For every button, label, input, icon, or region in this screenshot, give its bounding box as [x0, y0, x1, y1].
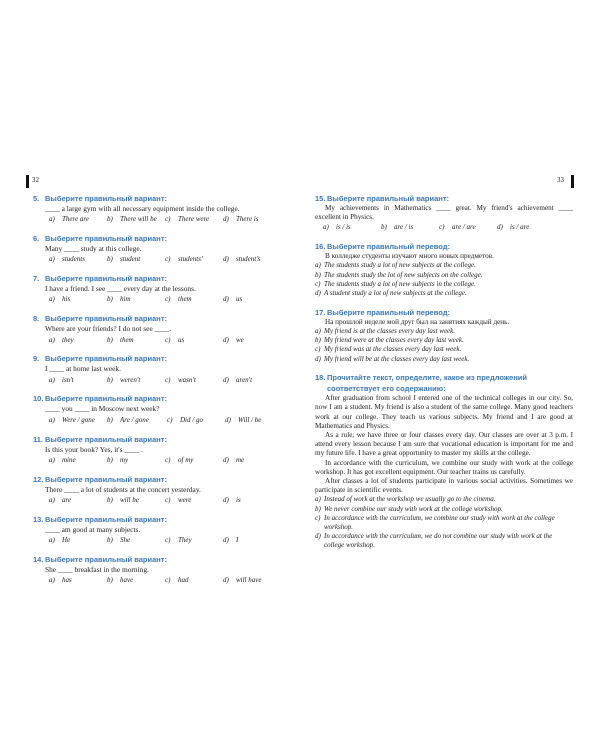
- option-text: are / are: [452, 223, 476, 232]
- option-item: [49, 575, 107, 585]
- option-text: us: [178, 335, 185, 344]
- option-text: of my: [178, 455, 194, 464]
- option-key: b): [107, 495, 113, 504]
- right-column: [315, 193, 573, 559]
- task-number: 14.: [33, 554, 44, 564]
- option-text: will have: [236, 576, 262, 585]
- task-question: My achievements in Mathematics ____ great. My friend's achievement ____ excellent in Physics.: [315, 204, 573, 222]
- task-title: Выберите правильный вариант:: [45, 194, 167, 203]
- option-key: b): [107, 415, 113, 424]
- task-title: Выберите правильный вариант:: [45, 314, 167, 324]
- option-text: Instead of work at the workshop we usually go to the cinema.: [324, 495, 496, 504]
- option-item: [49, 294, 107, 304]
- option-text: we: [236, 335, 244, 344]
- option-item: [165, 294, 223, 304]
- task-heading: [315, 307, 573, 318]
- option-key: c): [315, 345, 321, 354]
- option-key: a): [315, 326, 321, 335]
- option-item: [107, 535, 165, 545]
- option-key: d): [223, 375, 229, 384]
- task-title: Выберите правильный вариант:: [45, 474, 167, 484]
- task-8: [33, 313, 291, 345]
- option-key: a): [323, 223, 329, 232]
- task-number: 5.: [33, 194, 40, 203]
- option-text: weren't: [120, 375, 141, 384]
- option-text: There are: [62, 215, 89, 224]
- option-text: They: [178, 536, 192, 545]
- task-title: Выберите правильный вариант:: [45, 434, 167, 444]
- task-heading: [33, 514, 291, 525]
- option-key: b): [107, 255, 113, 264]
- option-item: [107, 575, 165, 585]
- task-heading: [33, 393, 291, 404]
- option-item: [223, 294, 283, 304]
- option-key: d): [223, 255, 229, 264]
- text-paragraph: In accordance with the curriculum, we combine our study with work at the college workshop. It has got excellent equipment. Our teacher trains us carefully.: [315, 458, 573, 476]
- task-heading: [33, 474, 291, 485]
- option-text: my: [120, 455, 129, 464]
- task-question: ____ am good at many subjects.: [45, 524, 141, 534]
- option-item: [165, 575, 223, 585]
- task-options: [45, 214, 291, 224]
- option-item: [165, 455, 223, 465]
- option-text: his: [62, 295, 71, 304]
- task-heading: [33, 434, 291, 445]
- option-key: a): [49, 375, 55, 384]
- option-key: b): [107, 295, 113, 304]
- option-text: had: [178, 576, 189, 585]
- option-item: [107, 495, 165, 505]
- task-options: [45, 254, 291, 264]
- text-paragraph: After graduation from school I entered one of the technical colleges in our city. So, now I am a student. My friend is also a student of the same college. Many good teachers work at our college. They teach us various subjects. My friend and I are good at Mathematics and Physics.: [315, 394, 573, 430]
- option-key: d): [225, 415, 231, 424]
- option-text: She: [120, 536, 131, 545]
- option-text: There were: [178, 215, 210, 224]
- option-key: a): [49, 215, 55, 224]
- option-item: [107, 335, 165, 345]
- option-key: c): [167, 415, 173, 424]
- task-11: [33, 434, 291, 466]
- option-key: d): [223, 335, 229, 344]
- option-item: [315, 327, 573, 336]
- task-options: [45, 375, 291, 385]
- task-title: Выберите правильный перевод:: [327, 242, 450, 252]
- option-key: d): [223, 495, 229, 504]
- task-9: [33, 353, 291, 385]
- option-item: [107, 375, 165, 385]
- option-item: [107, 415, 167, 425]
- task-number: 17.: [315, 307, 326, 317]
- option-item: [315, 271, 573, 280]
- option-item: [107, 254, 165, 264]
- task-number: 12.: [33, 474, 44, 484]
- task-title: Прочитайте текст, определите, какое из предложений соответствует его содержанию:: [327, 373, 528, 394]
- task-heading: [33, 233, 291, 244]
- text-paragraph: As a rule, we have three or four classes every day. Our classes are over at 3 p.m. I attend every lesson because I am sure that vocational education is important for me and my future life. I have a great opportunity to master my skills at the college.: [315, 431, 573, 458]
- option-text: The students study the lot of new subjects on the college.: [324, 270, 483, 279]
- option-text: are / is: [394, 223, 414, 232]
- task-12: [33, 474, 291, 506]
- task-15: [315, 193, 573, 233]
- task-question: ____ a large gym with all necessary equipment inside the college.: [45, 204, 240, 213]
- text-paragraph: After classes a lot of students participate in various social activities. Sometimes we participate in scientific events.: [315, 477, 573, 495]
- task-16: [315, 241, 573, 298]
- task-question: Many ____ study at this college.: [45, 244, 142, 254]
- option-item: [223, 335, 283, 345]
- option-key: d): [223, 536, 229, 545]
- option-text: us: [236, 295, 243, 304]
- task-17: [315, 307, 573, 364]
- option-key: b): [107, 455, 113, 464]
- task-title: Выберите правильный вариант:: [45, 354, 167, 364]
- task-question: ____ you ____ in Moscow next week?: [45, 404, 160, 414]
- task-title: Выберите правильный вариант:: [45, 394, 167, 404]
- option-key: c): [165, 255, 171, 264]
- option-key: c): [165, 495, 171, 504]
- option-key: b): [107, 576, 113, 585]
- task-question: Where are your friends? I do not see ____.: [45, 324, 172, 334]
- task-number: 13.: [33, 514, 44, 524]
- option-item: [223, 495, 283, 505]
- option-text: Are / gone: [120, 415, 149, 424]
- option-text: My friend is at the classes every day last week.: [324, 326, 456, 335]
- option-item: [223, 535, 283, 545]
- option-item: [107, 294, 165, 304]
- option-item: [315, 514, 573, 532]
- option-item: [49, 214, 107, 224]
- task-question: I ____ at home last week.: [45, 364, 121, 374]
- option-text: My friend will be at the classes every day last week.: [324, 354, 470, 363]
- option-item: [49, 335, 107, 345]
- option-text: student’s: [236, 255, 261, 264]
- option-key: a): [49, 576, 55, 585]
- option-text: is: [236, 495, 241, 504]
- task-heading: [33, 273, 291, 284]
- option-key: d): [315, 532, 321, 541]
- option-key: b): [107, 335, 113, 344]
- option-text: In accordance with the curriculum, we combine our study with work at the college workshop.: [324, 513, 555, 532]
- option-text: Did / go: [180, 415, 203, 424]
- option-key: c): [165, 215, 171, 224]
- task-question: There ____ a lot of students at the concert yesterday.: [45, 484, 201, 494]
- option-item: [49, 375, 107, 385]
- option-text: We never combine our study with work at the college workshop.: [324, 504, 503, 513]
- task-18: [315, 372, 573, 550]
- option-key: c): [165, 295, 171, 304]
- option-key: a): [49, 495, 55, 504]
- option-item: [165, 375, 223, 385]
- option-text: My friend was at the classes every day last week.: [324, 345, 462, 354]
- task-heading: [315, 241, 573, 252]
- option-text: Will / be: [238, 415, 262, 424]
- option-item: [223, 455, 283, 465]
- task-5: [33, 193, 291, 225]
- option-key: d): [223, 455, 229, 464]
- option-text: has: [62, 576, 72, 585]
- right-page-marker: [571, 175, 574, 188]
- option-text: students’: [178, 255, 204, 264]
- option-item: [223, 375, 283, 385]
- option-key: c): [165, 375, 171, 384]
- option-text: were: [178, 495, 192, 504]
- option-text: There is: [236, 215, 259, 224]
- left-page-number: 32: [32, 176, 39, 184]
- option-key: a): [49, 335, 55, 344]
- option-key: d): [315, 289, 321, 298]
- task-question: На прошлой неделе мой друг был на занятиях каждый день.: [325, 317, 510, 326]
- option-item: [315, 505, 573, 514]
- option-text: students: [62, 255, 85, 264]
- option-key: d): [315, 354, 321, 363]
- option-text: they: [62, 335, 74, 344]
- option-text: is / is: [336, 223, 351, 232]
- option-item: [49, 415, 107, 425]
- option-item: [167, 415, 225, 425]
- task-title: Выберите правильный вариант:: [45, 234, 167, 244]
- task-number: 6.: [33, 234, 40, 244]
- option-key: c): [165, 335, 171, 344]
- option-text: My friend were at the classes every day last week.: [324, 336, 464, 345]
- option-item: [107, 455, 165, 465]
- option-item: [223, 214, 283, 224]
- option-item: [223, 575, 283, 585]
- option-key: d): [497, 223, 503, 232]
- task-options: [45, 415, 291, 425]
- option-key: b): [315, 270, 321, 279]
- option-text: wasn't: [178, 375, 196, 384]
- option-text: I: [236, 536, 239, 545]
- task-question: Is this your book? Yes, it's ____ .: [45, 444, 143, 454]
- option-item: [315, 355, 573, 364]
- task-heading: [33, 554, 291, 565]
- option-key: a): [49, 455, 55, 464]
- task-question: I have a friend. I see ____ every day at the lessons.: [45, 284, 196, 294]
- option-item: [165, 335, 223, 345]
- option-text: The students study a lot of new subjects in the college.: [324, 279, 476, 288]
- task-title: Выберите правильный вариант:: [45, 554, 167, 564]
- option-text: him: [120, 295, 131, 304]
- option-key: b): [107, 375, 113, 384]
- option-key: a): [49, 536, 55, 545]
- task-14: [33, 554, 291, 586]
- option-key: d): [223, 576, 229, 585]
- option-text: me: [236, 455, 245, 464]
- option-text: will be: [120, 495, 139, 504]
- option-item: [225, 415, 285, 425]
- option-key: a): [315, 495, 321, 504]
- option-item: [315, 532, 573, 550]
- option-item: [165, 214, 223, 224]
- option-text: Were / gone: [62, 415, 95, 424]
- option-key: d): [223, 215, 229, 224]
- option-item: [315, 336, 573, 345]
- option-item: [165, 254, 223, 264]
- task-options: [45, 294, 291, 304]
- left-page-marker: [26, 175, 29, 188]
- option-item: [49, 254, 107, 264]
- option-key: a): [49, 295, 55, 304]
- option-text: is / are: [510, 223, 530, 232]
- task-number: 18.: [315, 373, 326, 383]
- task-13: [33, 514, 291, 546]
- task-7: [33, 273, 291, 305]
- task-heading: [315, 193, 573, 204]
- option-text: have: [120, 576, 134, 585]
- task-number: 10.: [33, 394, 44, 404]
- option-key: c): [165, 455, 171, 464]
- option-text: In accordance with the curriculum, we do not combine our study with work at the college workshop.: [324, 532, 553, 550]
- task-options: [45, 535, 291, 545]
- task-number: 8.: [33, 314, 40, 324]
- task-title: Выберите правильный перевод:: [327, 307, 450, 317]
- option-text: aren't: [236, 375, 253, 384]
- option-text: isn't: [62, 375, 74, 384]
- task-options: [45, 335, 291, 345]
- task-6: [33, 233, 291, 265]
- option-key: d): [223, 295, 229, 304]
- option-item: [315, 345, 573, 354]
- task-10: [33, 393, 291, 425]
- option-item: [223, 254, 283, 264]
- option-text: mine: [62, 455, 76, 464]
- option-text: them: [178, 295, 192, 304]
- option-key: a): [49, 255, 55, 264]
- option-item: [49, 535, 107, 545]
- task-options: [45, 575, 291, 585]
- task-number: 7.: [33, 274, 40, 284]
- task-title: Выберите правильный вариант:: [327, 194, 449, 203]
- option-text: them: [120, 335, 134, 344]
- right-page-number: 33: [557, 176, 564, 184]
- task-heading: [315, 372, 573, 394]
- option-item: [315, 280, 573, 289]
- option-item: [165, 495, 223, 505]
- task-heading: [33, 193, 291, 204]
- option-key: c): [165, 576, 171, 585]
- task-title: Выберите правильный вариант:: [45, 274, 167, 284]
- option-text: He: [62, 536, 71, 545]
- option-key: a): [315, 261, 321, 270]
- option-item: [107, 214, 165, 224]
- option-key: b): [381, 223, 387, 232]
- task-title: Выберите правильный вариант:: [45, 514, 167, 524]
- option-text: student: [120, 255, 141, 264]
- option-text: A student study a lot of new subjects at the college.: [324, 289, 467, 298]
- option-key: c): [165, 536, 171, 545]
- option-item: [315, 495, 573, 504]
- option-item: [49, 495, 107, 505]
- task-heading: [33, 313, 291, 324]
- option-text: There will be: [120, 215, 157, 224]
- option-key: c): [315, 279, 321, 288]
- option-item: [315, 261, 573, 270]
- option-key: c): [439, 223, 445, 232]
- left-column: [33, 193, 291, 594]
- task-number: 15.: [315, 194, 326, 203]
- option-text: The students study a lot of new subjects at the college.: [324, 261, 476, 270]
- option-key: b): [315, 504, 321, 513]
- task-number: 16.: [315, 242, 326, 252]
- option-key: c): [315, 513, 321, 522]
- option-item: [315, 289, 573, 298]
- option-item: [165, 535, 223, 545]
- option-item: [49, 455, 107, 465]
- option-text: are: [62, 495, 72, 504]
- option-key: b): [315, 336, 321, 345]
- task-heading: [33, 353, 291, 364]
- task-number: 11.: [33, 434, 44, 444]
- task-question: В колледже студенты изучают много новых предметов.: [325, 252, 494, 261]
- option-key: b): [107, 215, 113, 224]
- task-options: [45, 495, 291, 505]
- task-options: [315, 222, 573, 232]
- task-number: 9.: [33, 354, 40, 364]
- option-key: b): [107, 536, 113, 545]
- task-question: She ____ breakfast in the morning.: [45, 564, 149, 574]
- option-key: a): [49, 415, 55, 424]
- task-options: [45, 455, 291, 465]
